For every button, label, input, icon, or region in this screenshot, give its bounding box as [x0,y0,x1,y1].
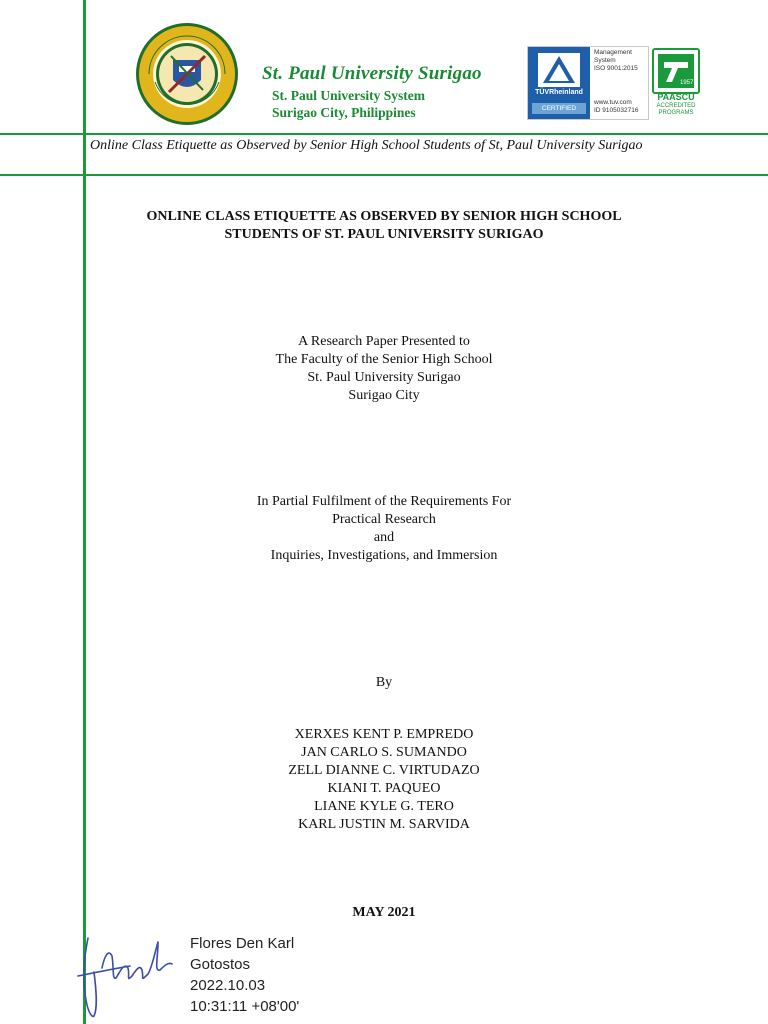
presented-line-3: St. Paul University Surigao [307,370,461,385]
fulfilment-line-3: and [373,530,395,545]
signer-name-line-2: Gotostos [190,956,251,973]
title-line-1: ONLINE CLASS ETIQUETTE AS OBSERVED BY SENIOR HIGH SCHOOL [146,209,622,224]
header-rule-bottom [0,174,768,176]
paper-title [86,208,682,244]
tuv-line-1: Management [594,49,632,56]
tuv-details [594,49,646,115]
university-seal-logo [135,22,239,126]
university-system-info [272,87,425,121]
author-name: LIANE KYLE G. TERO [314,799,454,814]
tuv-logo-panel [528,47,590,119]
fulfilment-line-2: Practical Research [332,512,436,527]
tuv-line-2: System [594,57,616,64]
fulfilment-line-1: In Partial Fulfilment of the Requirements For [256,494,512,509]
paascu-emblem-icon [658,54,694,88]
by-label: By [375,675,393,690]
paascu-line-2: PROGRAMS [658,110,694,116]
tuv-brand-text: TÜVRheinland [535,89,583,96]
author-name: XERXES KENT P. EMPREDO [294,727,474,742]
submission-date: MAY 2021 [352,905,416,920]
author-name: KIANI T. PAQUEO [327,781,441,796]
paascu-logo-mark [652,48,700,94]
paascu-year: 1957 [680,80,694,86]
author-name: KARL JUSTIN M. SARVIDA [298,817,470,832]
paascu-line-1: ACCREDITED [656,103,696,109]
running-head: Online Class Etiquette as Observed by Senior High School Students of St, Paul University Surigao [90,138,643,153]
university-name: St. Paul University Surigao [262,63,482,84]
location-line: Surigao City, Philippines [272,105,416,120]
header-rule-top [0,133,768,135]
tuv-triangle-icon [538,53,580,87]
tuv-line-3: ISO 9001:2015 [594,65,638,72]
signature-time: 10:31:11 +08'00' [190,998,300,1015]
system-line: St. Paul University System [272,88,425,103]
title-line-2: STUDENTS OF ST. PAUL UNIVERSITY SURIGAO [224,227,544,242]
author-list [86,726,682,834]
signature-date: 2022.10.03 [190,977,266,994]
presented-line-1: A Research Paper Presented to [298,334,470,349]
fulfilment-line-4: Inquiries, Investigations, and Immersion [270,548,498,563]
tuv-line-4: www.tuv.com [594,99,632,106]
handwritten-signature [68,928,178,1024]
paascu-accreditation-badge [650,48,700,120]
author-name: ZELL DIANNE C. VIRTUDAZO [288,763,480,778]
presented-line-4: Surigao City [348,388,420,403]
digital-signature-block [190,933,299,1017]
paascu-subtitle [650,103,702,117]
author-name: JAN CARLO S. SUMANDO [301,745,467,760]
tuv-certified-label: CERTIFIED [532,103,586,114]
presented-line-2: The Faculty of the Senior High School [275,352,493,367]
paascu-name: PAASCU [657,92,695,102]
tuv-certification-badge [527,46,649,120]
tuv-line-5: ID 9105032716 [594,107,639,114]
presented-to-block [86,333,682,405]
signer-name-line-1: Flores Den Karl [190,935,295,952]
fulfilment-block [86,493,682,565]
